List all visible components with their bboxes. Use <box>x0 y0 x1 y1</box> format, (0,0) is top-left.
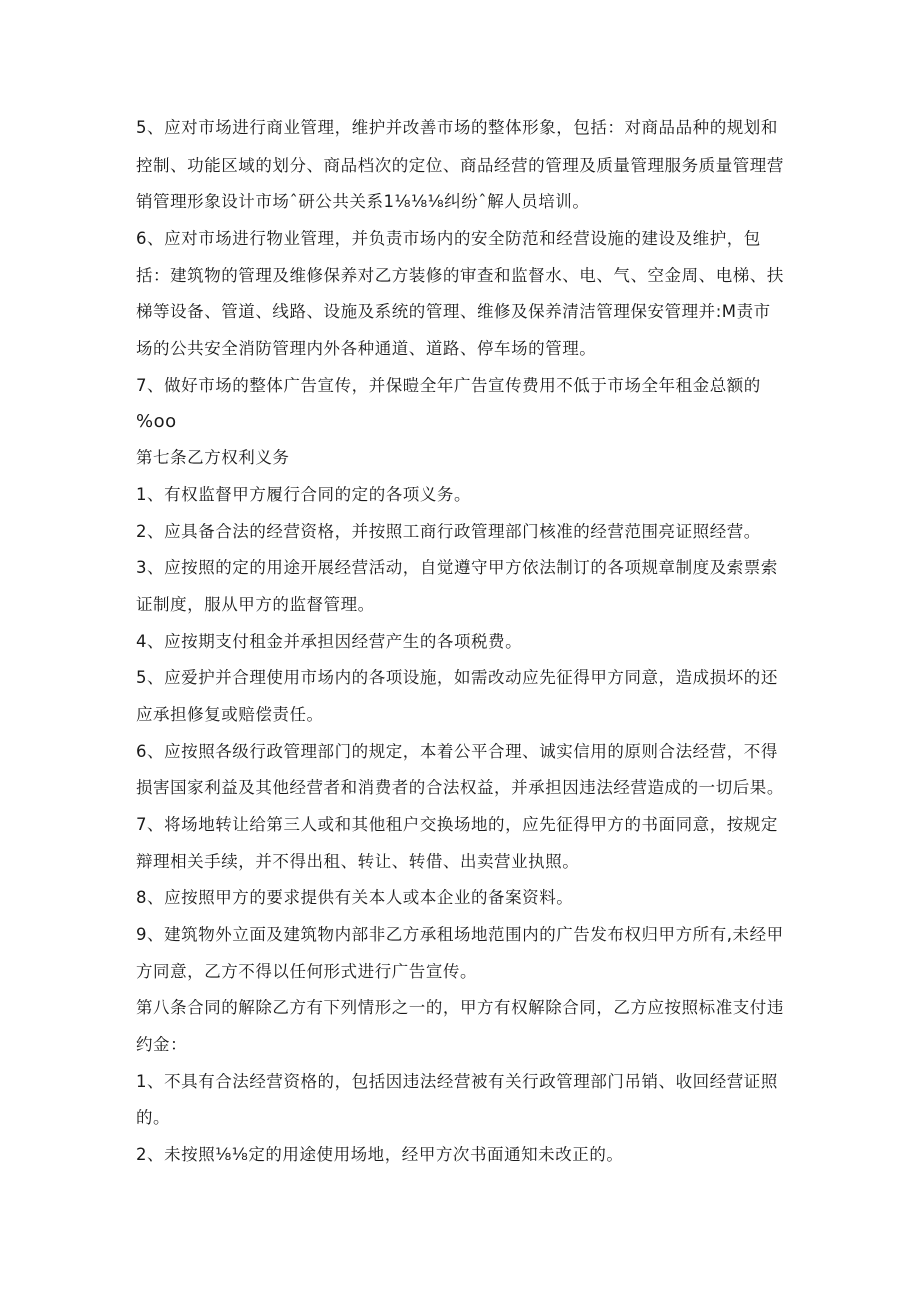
text-line: 5、应爱护并合理使用市场内的各项设施，如需改动应先征得甲方同意，造成损坏的还 <box>136 668 778 687</box>
section-heading: 第七条乙方权利义务 <box>136 448 290 467</box>
text-line: 的。 <box>136 1108 171 1127</box>
text-line: 控制、功能区域的划分、商品档次的定位、商品经营的管理及质量管理服务质量管理营 <box>136 156 784 175</box>
text-line: 4、应按期支付租金并承担因经营产生的各项税费。 <box>136 632 523 651</box>
text-line: 5、应对市场进行商业管理，维护并改善市场的整体形象，包括：对商品品种的规划和 <box>136 118 778 137</box>
text-line: 证制度，服从甲方的监督管理。 <box>136 595 375 614</box>
text-line: %oo <box>136 411 177 432</box>
text-line: 销管理形象设计市场ˆ研公共关系1⅛⅛⅛纠纷ˆ解人员培训。 <box>136 192 590 211</box>
text-line: 约金： <box>136 1035 188 1054</box>
text-line: 场的公共安全消防管理内外各种通道、道路、停车场的管理。 <box>136 339 597 358</box>
text-line: 6、应按照各级行政管理部门的规定，本着公平合理、诚实信用的原则合法经营，不得 <box>136 742 778 761</box>
text-line: 9、建筑物外立面及建筑物内部非乙方承租场地范围内的广告发布权归甲方所有,未经甲 <box>136 925 784 944</box>
text-line: 应承担修复或赔偿责任。 <box>136 705 324 724</box>
text-line: 梯等设备、管道、线路、设施及系统的管理、维修及保养清洁管理保安管理并:M责市 <box>136 302 771 321</box>
text-line: 7、做好市场的整体广告宣传，并保暟全年广告宣传费用不低于市场全年租金总额的 <box>136 376 761 395</box>
section-heading: 第八条合同的解除乙方有下列情形之一的，甲方有权解除合同，乙方应按照标准支付违 <box>136 998 784 1017</box>
text-line: 7、将场地转让给第三人或和其他租户交换场地的，应先征得甲方的书面同意，按规定 <box>136 815 778 834</box>
text-line: 8、应按照甲方的要求提供有关本人或本企业的备案资料。 <box>136 888 574 907</box>
text-line: 6、应对市场进行物业管理，并负责市场内的安全防范和经营设施的建设及维护，包 <box>136 229 761 248</box>
text-line: 损害国家利益及其他经营者和消费者的合法权益，并承担因违法经营造成的一切后果。 <box>136 778 784 797</box>
text-line: 辩理相关手续，并不得出租、转让、转借、出卖营业执照。 <box>136 852 580 871</box>
text-line: 括：建筑物的管理及维修保养对乙方装修的审查和监督水、电、气、空金周、电梯、扶 <box>136 266 784 285</box>
text-line: 1、不具有合法经营资格的，包括因违法经营被有关行政管理部门吊销、收回经营证照 <box>136 1072 778 1091</box>
text-line: 1、有权监督甲方履行合同的定的各项义务。 <box>136 485 471 504</box>
text-line: 2、应具备合法的经营资格，并按照工商行政管理部门核准的经营范围亮证照经营。 <box>136 522 761 541</box>
text-line: 2、未按照⅛⅛定的用途使用场地，经甲方次书面通知未改正的。 <box>136 1145 624 1164</box>
text-line: 方同意，乙方不得以任何形式进行广告宣传。 <box>136 962 477 981</box>
text-line: 3、应按照的定的用途开展经营活动，自觉遵守甲方依法制订的各项规章制度及索票索 <box>136 558 778 577</box>
